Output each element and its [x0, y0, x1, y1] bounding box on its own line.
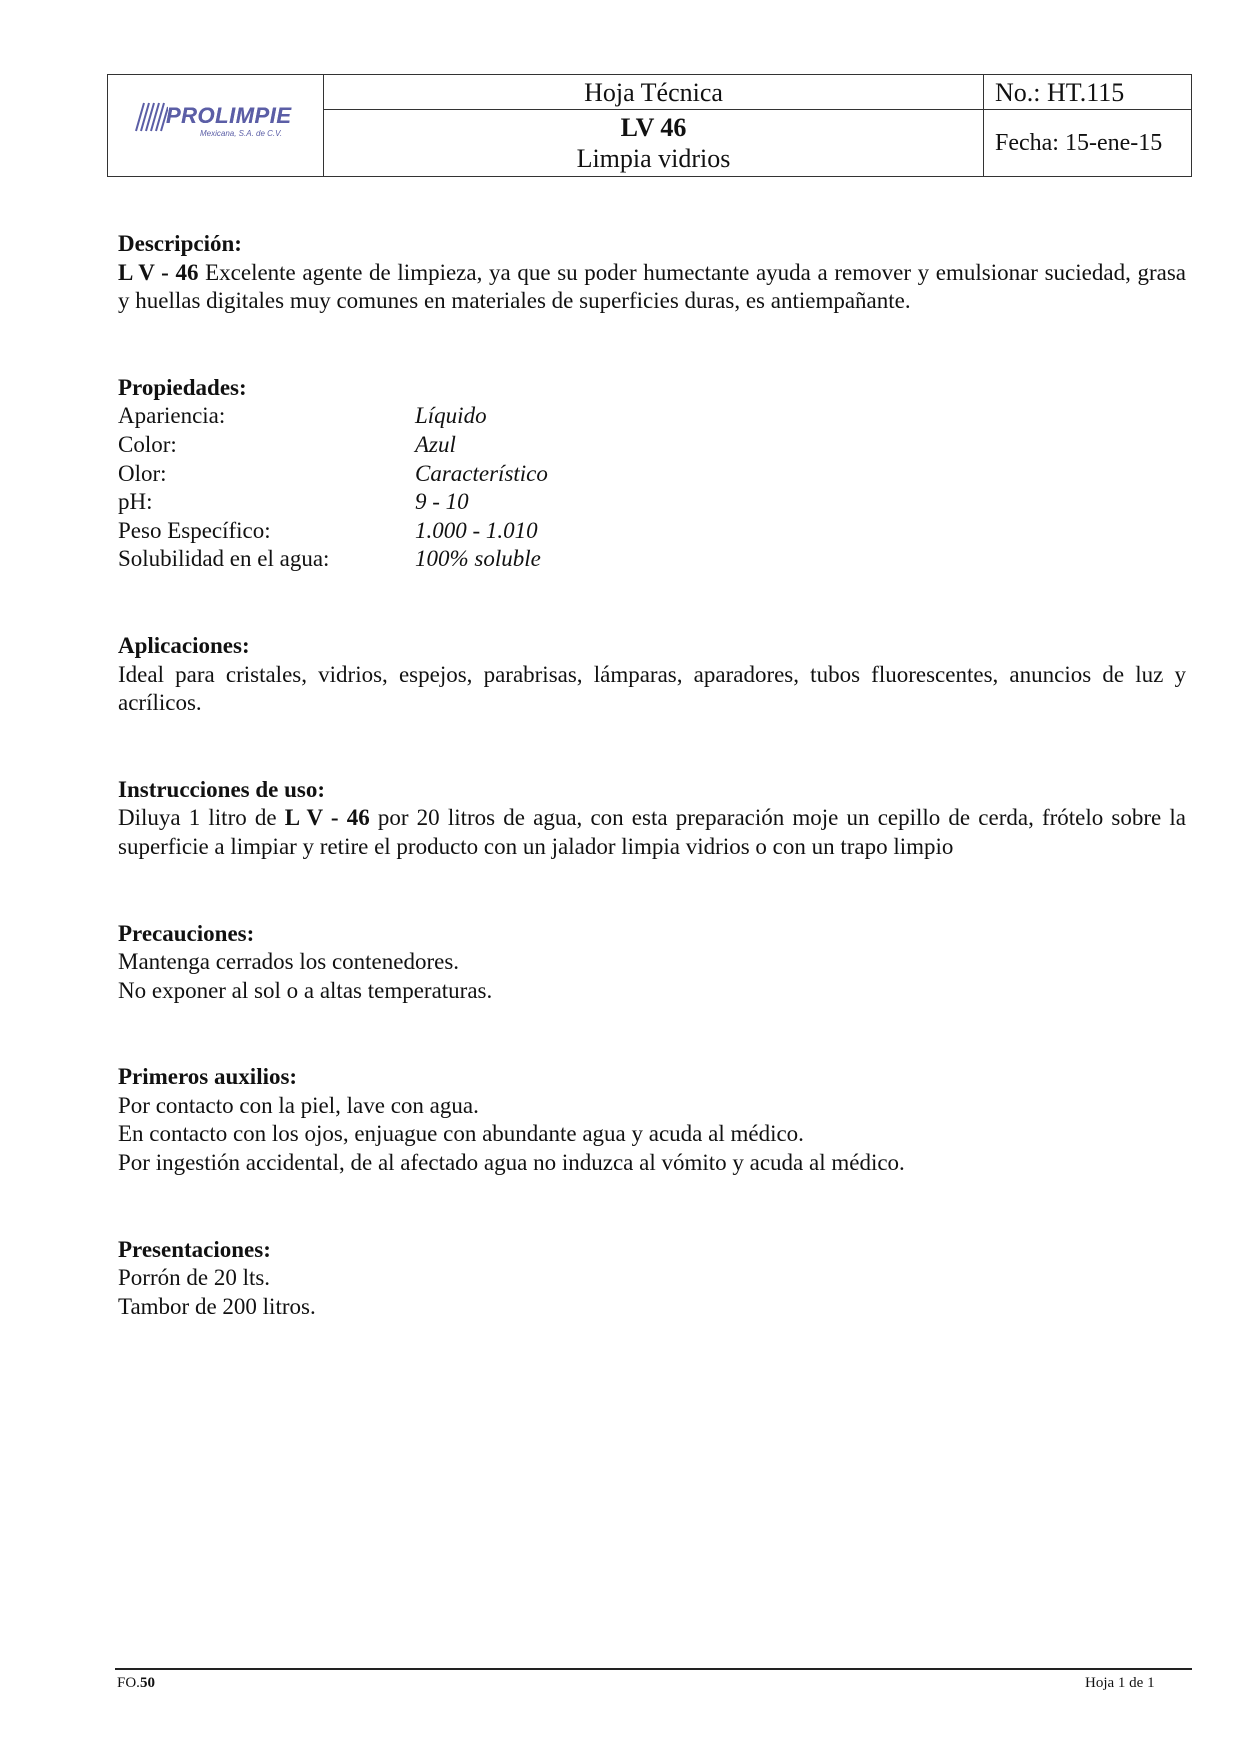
logo-cell: [108, 75, 324, 176]
property-row: Solubilidad en el agua: 100% soluble: [118, 546, 541, 572]
logo-brand: PROLIMPIE: [166, 103, 292, 128]
property-row: Color: Azul: [118, 431, 456, 457]
precaution-line: No exponer al sol o a altas temperaturas.: [118, 977, 493, 1003]
applications-section: [118, 632, 1186, 718]
property-row: Peso Específico: 1.000 - 1.010: [118, 517, 538, 543]
precautions-section: [118, 920, 1186, 1006]
product-name: Limpia vidrios: [576, 144, 731, 173]
document-header: [107, 74, 1192, 177]
property-row: Apariencia: Líquido: [118, 403, 487, 429]
instructions-heading: Instrucciones de uso:: [118, 776, 326, 802]
document-number: No.: HT.115: [984, 75, 1191, 110]
document-body: [118, 230, 1186, 1321]
description-text: L V - 46 Excelente agente de limpieza, ya que su poder humectante ayuda a remover y emulsionar suciedad, grasa y huellas digitales muy comunes en materiales de superficies duras, es antiempañante.: [118, 259, 1186, 314]
product-cell: [324, 110, 983, 176]
logo-subtitle: Mexicana, S.A. de C.V.: [200, 129, 283, 138]
page-number: Hoja 1 de 1: [1085, 1675, 1155, 1691]
product-code: LV 46: [620, 113, 687, 142]
instructions-section: [118, 776, 1186, 862]
footer-divider: [115, 1668, 1192, 1670]
form-code: FO.50: [117, 1675, 155, 1691]
description-section: [118, 230, 1186, 316]
logo-stripes-icon: [128, 97, 168, 137]
document-date: Fecha: 15-ene-15: [995, 130, 1163, 156]
property-row: pH: 9 - 10: [118, 489, 469, 515]
property-row: Olor: Característico: [118, 460, 548, 486]
presentations-section: [118, 1236, 1186, 1322]
first-aid-line: Por ingestión accidental, de al afectado agua no induzca al vómito y acuda al médico.: [118, 1150, 905, 1176]
sheet-title: Hoja Técnica: [324, 75, 983, 110]
presentation-line: Tambor de 200 litros.: [118, 1293, 316, 1319]
properties-heading: Propiedades:: [118, 374, 247, 400]
first-aid-line: En contacto con los ojos, enjuague con abundante agua y acuda al médico.: [118, 1121, 804, 1147]
presentation-line: Porrón de 20 lts.: [118, 1265, 271, 1291]
instructions-text: Diluya 1 litro de L V - 46 por 20 litros de agua, con esta preparación moje un cepillo de cerda, frótelo sobre la superficie a limpiar y retire el producto con un jalador limpia vidrios o con un trapo limpio: [118, 805, 1186, 859]
first-aid-line: Por contacto con la piel, lave con agua.: [118, 1092, 479, 1118]
properties-section: [118, 374, 1186, 574]
presentations-heading: Presentaciones:: [118, 1236, 271, 1262]
meta-cell: [983, 75, 1191, 176]
precautions-heading: Precauciones:: [118, 920, 255, 946]
product-ref: L V - 46: [284, 805, 370, 831]
company-logo: [128, 97, 308, 152]
applications-text: Ideal para cristales, vidrios, espejos, parabrisas, lámparas, aparadores, tubos fluorescentes, anuncios de luz y acrílicos.: [118, 661, 1186, 716]
product-ref: L V - 46: [118, 259, 199, 285]
precaution-line: Mantenga cerrados los contenedores.: [118, 949, 460, 975]
applications-heading: Aplicaciones:: [118, 632, 250, 658]
first-aid-heading: Primeros auxilios:: [118, 1064, 298, 1090]
description-heading: Descripción:: [118, 231, 242, 256]
first-aid-section: [118, 1063, 1186, 1177]
